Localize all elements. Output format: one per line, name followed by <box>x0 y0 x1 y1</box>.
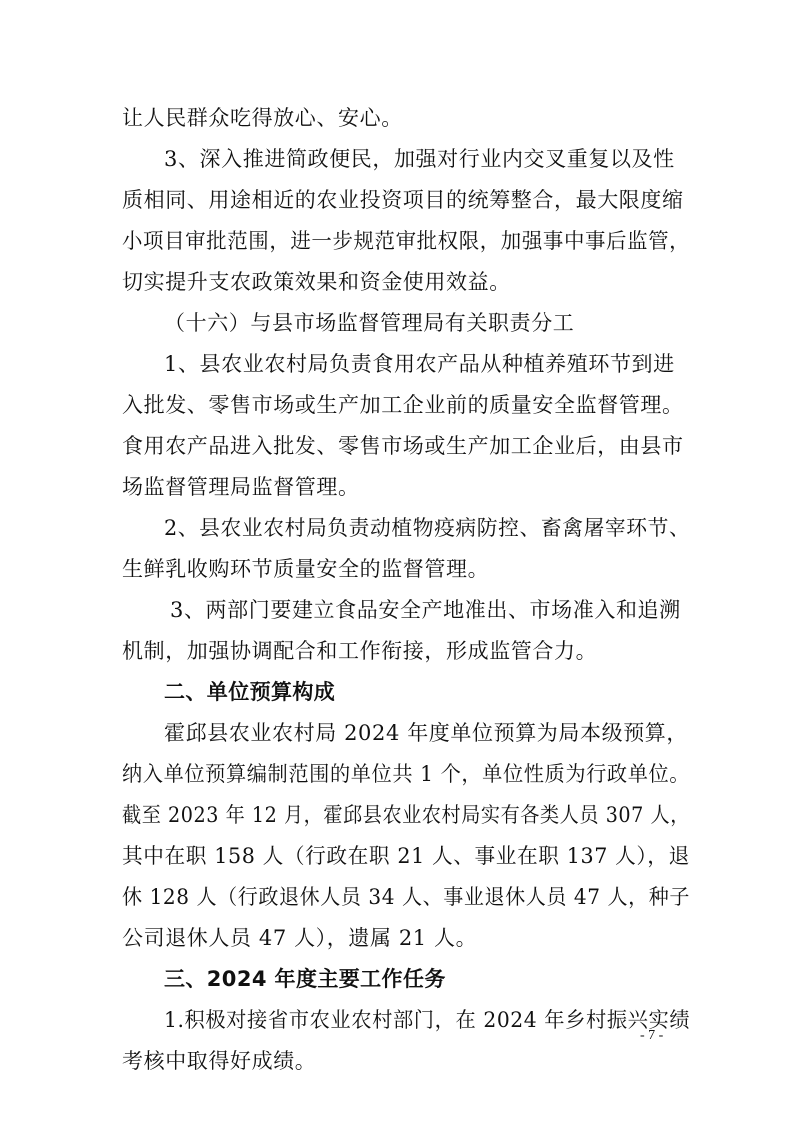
paragraph-line: 让人民群众吃得放心、安心。 <box>122 106 403 130</box>
paragraph-line: 霍邱县农业农村局 2024 年度单位预算为局本级预算， <box>164 721 688 745</box>
section-heading: 二、单位预算构成 <box>164 680 336 704</box>
paragraph-line: 切实提升支农政策效果和资金使用效益。 <box>122 270 511 294</box>
paragraph-line: 入批发、零售市场或生产加工企业前的质量安全监督管理。 <box>122 393 684 417</box>
paragraph-line: 机制，加强协调配合和工作衔接，形成监管合力。 <box>122 639 598 663</box>
paragraph-line: 休 128 人（行政退休人员 34 人、事业退休人员 47 人，种子 <box>122 885 690 909</box>
section-heading: （十六）与县市场监督管理局有关职责分工 <box>164 311 575 335</box>
paragraph-line: 生鲜乳收购环节质量安全的监督管理。 <box>122 557 490 581</box>
paragraph-line: 场监督管理局监督管理。 <box>122 475 360 499</box>
section-heading: 三、2024 年度主要工作任务 <box>164 967 446 991</box>
paragraph-line: 截至 2023 年 12 月，霍邱县农业农村局实有各类人员 307 人， <box>122 803 690 827</box>
paragraph-line: 小项目审批范围，进一步规范审批权限，加强事中事后监管， <box>122 229 691 253</box>
paragraph-line: 3、深入推进简政便民，加强对行业内交叉重复以及性 <box>164 147 675 171</box>
page-number: - 7 - <box>640 1028 664 1043</box>
paragraph-line: 3、两部门要建立食品安全产地准出、市场准入和追溯 <box>170 598 681 622</box>
paragraph-line: 食用农产品进入批发、零售市场或生产加工企业后，由县市 <box>122 434 684 458</box>
paragraph-line: 2、县农业农村局负责动植物疫病防控、畜禽屠宰环节、 <box>164 516 691 540</box>
paragraph-line: 质相同、用途相近的农业投资项目的统筹整合，最大限度缩 <box>122 188 684 212</box>
paragraph-line: 考核中取得好成绩。 <box>122 1049 317 1073</box>
paragraph-line: 1.积极对接省市农业农村部门，在 2024 年乡村振兴实绩 <box>164 1008 691 1032</box>
paragraph-line: 公司退休人员 47 人），遗属 21 人。 <box>122 926 478 950</box>
paragraph-line: 1、县农业农村局负责食用农产品从种植养殖环节到进 <box>164 352 675 376</box>
paragraph-line: 纳入单位预算编制范围的单位共 1 个，单位性质为行政单位。 <box>122 762 691 786</box>
paragraph-line: 其中在职 158 人（行政在职 21 人、事业在职 137 人），退 <box>122 844 690 868</box>
